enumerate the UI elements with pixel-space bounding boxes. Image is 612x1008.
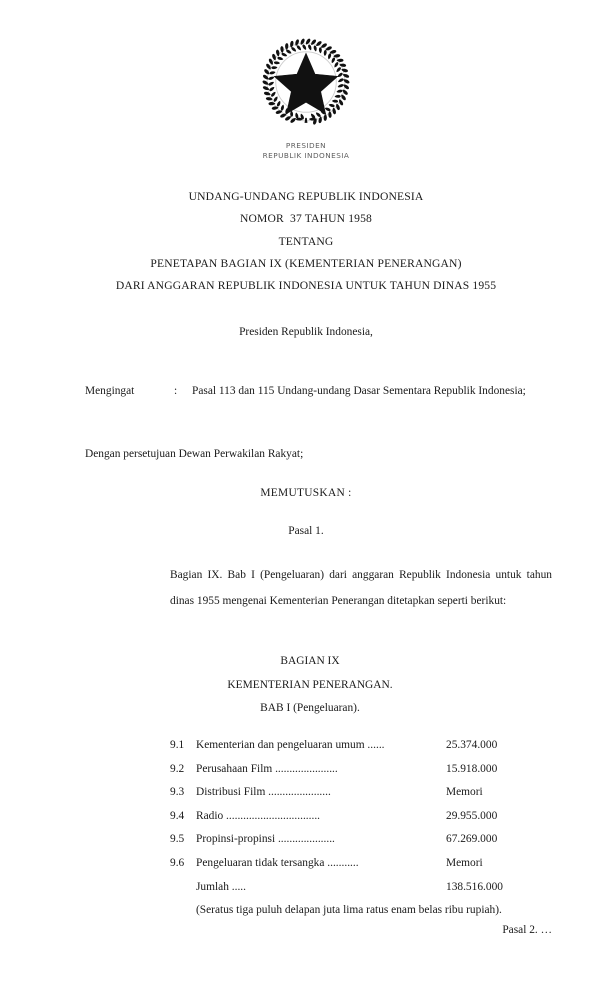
title-line-2: NOMOR 37 TAHUN 1958 (240, 212, 372, 226)
budget-item-value: 25.374.000 (446, 739, 498, 751)
section-heading-bab: BAB I (Pengeluaran). (260, 702, 360, 714)
table-row (170, 852, 560, 876)
budget-item-label: Propinsi-propinsi .................... (196, 833, 335, 846)
presidential-emblem-block (0, 34, 612, 160)
budget-item-value: 67.269.000 (446, 833, 498, 846)
budget-item-label: Pengeluaran tidak tersangka ........... (196, 856, 359, 869)
section-headings (160, 650, 460, 721)
sum-in-words: (Seratus tiga puluh delapan juta lima ratus enam belas ribu rupiah). (196, 904, 502, 916)
memutuskan-heading: MEMUTUSKAN : (260, 487, 352, 499)
mengingat-clause (85, 378, 552, 404)
budget-item-number: 9.4 (170, 809, 185, 822)
emblem-caption (0, 141, 612, 160)
budget-item-label: Perusahaan Film ...................... (196, 762, 338, 775)
dengan-persetujuan-line: Dengan persetujuan Dewan Perwakilan Rakyat; (85, 448, 304, 460)
emblem-caption-line-1: PRESIDEN (285, 141, 327, 150)
table-row (170, 734, 560, 758)
table-row (170, 758, 560, 782)
title-line-3: TENTANG (278, 234, 334, 248)
pasal-1-heading: Pasal 1. (288, 525, 324, 537)
budget-item-number: 9.6 (170, 856, 185, 869)
section-heading-kementerian: KEMENTERIAN PENERANGAN. (227, 678, 393, 691)
intro-paragraph: Bagian IX. Bab I (Pengeluaran) dari anggaran Republik Indonesia untuk tahun dinas 1955 mengenai Kementerian Penerangan ditetapkan seperti berikut: (170, 569, 552, 607)
emblem-caption-line-2: REPUBLIK INDONESIA (262, 150, 350, 160)
presiden-line: Presiden Republik Indonesia, (239, 326, 373, 338)
budget-item-label: Kementerian dan pengeluaran umum ...... (196, 739, 385, 751)
table-row (170, 805, 560, 829)
document-title-block (60, 186, 552, 297)
budget-total-label: Jumlah ..... (196, 880, 246, 893)
table-row (170, 828, 560, 852)
budget-item-number: 9.1 (170, 739, 185, 751)
budget-total-value: 138.516.000 (446, 880, 503, 893)
table-row-total (170, 876, 560, 900)
budget-table (170, 734, 560, 899)
indonesia-presidential-seal-star-wreath-icon (258, 34, 354, 130)
budget-item-value: Memori (446, 786, 483, 799)
section-heading-bagian: BAGIAN IX (280, 655, 340, 667)
budget-item-number: 9.5 (170, 833, 185, 846)
budget-item-value: 15.918.000 (446, 762, 498, 775)
mengingat-colon: : (174, 385, 178, 397)
title-line-1: UNDANG-UNDANG REPUBLIK INDONESIA (188, 190, 424, 203)
continuation-note: Pasal 2. … (502, 924, 552, 936)
mengingat-label: Mengingat (85, 385, 135, 397)
mengingat-text: Pasal 113 dan 115 Undang-undang Dasar Sementara Republik Indonesia; (192, 385, 526, 397)
budget-item-number: 9.3 (170, 786, 185, 799)
budget-item-value: Memori (446, 856, 483, 869)
title-line-4: PENETAPAN BAGIAN IX (KEMENTERIAN PENERANGAN) (150, 256, 462, 270)
budget-item-number: 9.2 (170, 762, 185, 775)
budget-item-value: 29.955.000 (446, 809, 498, 822)
table-row (170, 781, 560, 805)
budget-item-label: Radio ................................. (196, 809, 321, 822)
budget-item-label: Distribusi Film ...................... (196, 786, 331, 799)
title-line-5: DARI ANGGARAN REPUBLIK INDONESIA UNTUK TAHUN DINAS 1955 (115, 279, 497, 293)
